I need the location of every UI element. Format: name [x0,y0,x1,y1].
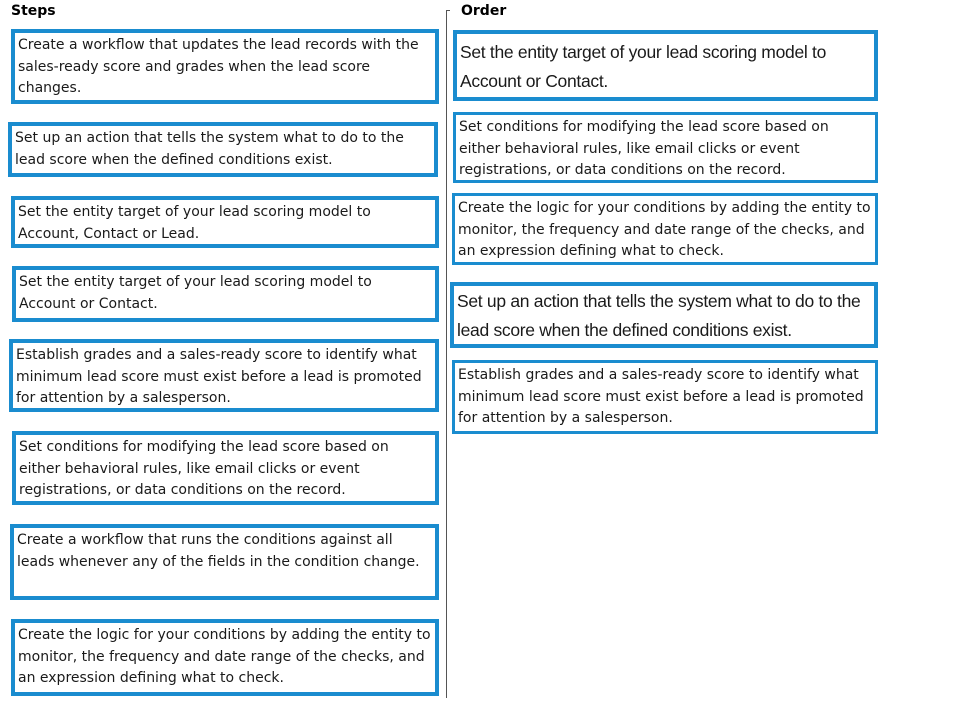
step-card-text: Create a workflow that runs the conditions against all leads whenever any of the fields in the condition change. [17,532,420,570]
column-divider-tick [446,10,450,11]
step-card-create-workflow-runs-conditions[interactable] [10,524,439,600]
step-card-text: Set the entity target of your lead scoring model to Account or Contact. [19,274,372,312]
step-card-entity-target-account-contact-lead[interactable] [11,196,439,248]
column-divider [446,10,447,698]
order-card-text: Set conditions for modifying the lead score based on either behavioral rules, like email clicks or event registrations, or data conditions on the record. [459,119,829,178]
step-card-entity-target-account-contact[interactable] [12,266,439,322]
order-card-establish-grades[interactable] [452,360,878,434]
order-card-entity-target-account-contact[interactable] [453,30,878,101]
step-card-set-conditions[interactable] [12,431,439,505]
order-card-create-logic[interactable] [452,193,878,265]
step-card-create-logic[interactable] [11,619,439,696]
order-card-text: Create the logic for your conditions by adding the entity to monitor, the frequency and date range of the checks, and an expression defining what to check. [458,200,871,259]
step-card-text: Set conditions for modifying the lead score based on either behavioral rules, like email clicks or event registrations, or data conditions on the record. [19,439,389,498]
step-card-text: Create a workflow that updates the lead records with the sales-ready score and grades when the lead score changes. [18,37,419,96]
step-card-text: Set up an action that tells the system what to do to the lead score when the defined conditions exist. [15,130,404,168]
step-card-text: Create the logic for your conditions by adding the entity to monitor, the frequency and date range of the checks, and an expression defining what to check. [18,627,431,686]
order-card-text: Set the entity target of your lead scoring model to Account or Contact. [460,42,827,91]
order-heading: Order [461,3,507,19]
order-card-set-up-action[interactable] [450,282,878,348]
order-card-text: Establish grades and a sales-ready score to identify what minimum lead score must exist before a lead is promoted for attention by a salesperson. [458,367,864,426]
order-card-set-conditions[interactable] [453,112,878,183]
step-card-text: Set the entity target of your lead scoring model to Account, Contact or Lead. [18,204,371,242]
step-card-create-workflow-updates[interactable] [11,29,439,104]
order-card-text: Set up an action that tells the system what to do to the lead score when the defined conditions exist. [457,291,861,340]
steps-heading: Steps [11,3,56,19]
step-card-text: Establish grades and a sales-ready score to identify what minimum lead score must exist before a lead is promoted for attention by a salesperson. [16,347,422,406]
step-card-set-up-action[interactable] [8,122,438,177]
step-card-establish-grades[interactable] [9,339,439,412]
